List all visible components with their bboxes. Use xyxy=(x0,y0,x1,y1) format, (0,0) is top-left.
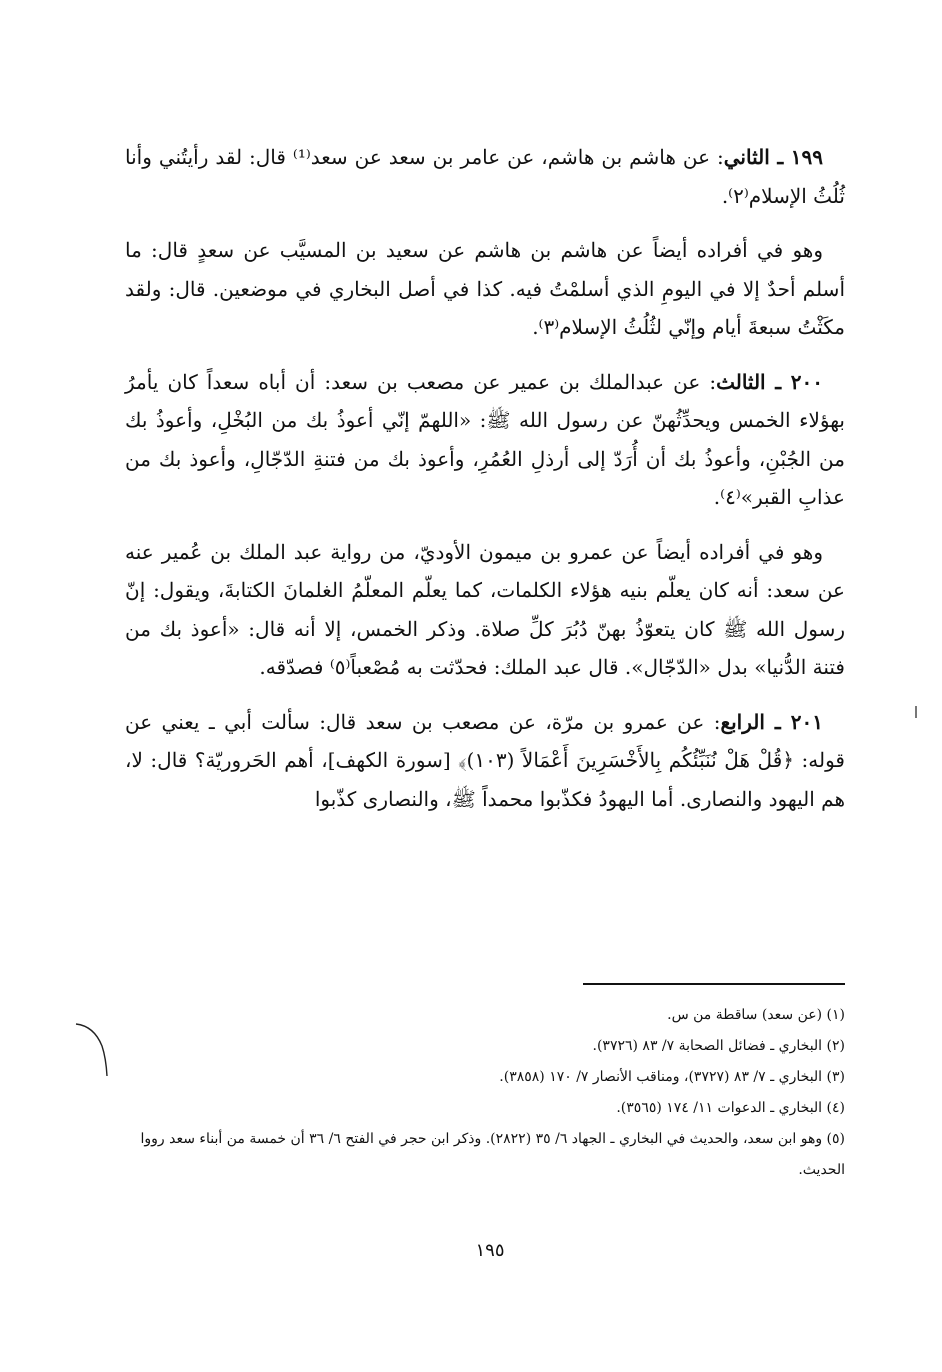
paragraph-text: : عن عمرو بن مرّة، عن مصعب بن سعد قال: سألت أبي ـ يعني عن قوله: ﴿قُلْ هَلْ نُنَبِّئُكُم بِالأَخْسَرِينَ أَعْمَالاً (١٠٣)﴾ [سورة الكهف]، أهم الحَروريّة؟ قال: لا، هم اليهود والنصارى. أما اليهودُ فكذّبوا محمداً ﷺ، والنصارى كذّبوا xyxy=(125,709,845,811)
scan-artifact-tick xyxy=(915,706,917,718)
footnotes xyxy=(113,1000,845,1186)
paragraph-text: وهو في أفراده أيضاً عن عمرو بن ميمون الأوديّ، من رواية عبد الملك بن عُمير عنه عن سعد: أنه كان يعلّم بنيه هؤلاء الكلمات، كما يعلّم المعلّمُ الغلمانَ الكتابةَ، ويقول: إنّ رسول الله ﷺ كان يتعوّذُ بهنّ دُبُرَ كلِّ صلاة. وذكر الخمس، إلا أنه قال: «أعوذ بك من فتنة الدُّنيا» بدل «الدّجّال». قال عبد الملك: فحدّثت به مُصْعباً⁽٥⁾ فصدّقه. xyxy=(125,539,845,679)
paragraph-number: ١٩٩ ـ الثاني xyxy=(723,145,823,169)
footnote-3: (٣) البخاري ـ ٧/ ٨٣ (٣٧٢٧)، ومناقب الأنصار ٧/ ١٧٠ (٣٨٥٨). xyxy=(499,1069,845,1085)
paragraph-200-note xyxy=(125,533,845,687)
footnote-divider xyxy=(583,983,845,985)
paragraph-199 xyxy=(125,138,845,215)
paragraph-text: : عن عبدالملك بن عمير عن مصعب بن سعد: أن أباه سعداً كان يأمرُ بهؤلاء الخمس ويحدِّثُهنّ عن رسول الله ﷺ: «اللهمّ إنّي أعوذُ بك من البُخْلِ، وأعوذُ بك من الجُبْنِ، وأعوذُ بك أن أُرَدّ إلى أرذلِ العُمُرِ، وأعوذ بك من فتنةِ الدّجّالِ، وأعوذ بك من عذابِ القبر»⁽٤⁾. xyxy=(125,369,845,509)
footnote-2: (٢) البخاري ـ فضائل الصحابة ٧/ ٨٣ (٣٧٢٦). xyxy=(592,1038,845,1054)
paragraph-201 xyxy=(125,703,845,819)
paragraph-text: : عن هاشم بن هاشم، عن عامر بن سعد عن سعد⁽¹⁾ قال: لقد رأيتُني وأنا ثُلُثُ الإسلام⁽٢⁾. xyxy=(125,145,845,208)
footnote-1: (١) (عن سعد) ساقطة من س. xyxy=(667,1007,845,1023)
paragraph-199-note xyxy=(125,231,845,347)
main-text xyxy=(125,138,845,834)
page-number: ١٩٥ xyxy=(475,1240,505,1261)
paragraph-number: ٢٠٠ ـ الثالث xyxy=(716,369,824,394)
footnote-4: (٤) البخاري ـ الدعوات ١١/ ١٧٤ (٣٥٦٥). xyxy=(616,1100,845,1116)
paragraph-text: وهو في أفراده أيضاً عن هاشم بن هاشم عن سعيد بن المسيَّب عن سعدٍ قال: ما أسلم أحدٌ إلا في اليومِ الذي أسلمْتُ فيه. كذا في أصل البخاري في موضعين. قال: ولقد مكَثْتُ سبعةَ أيام وإنّي لثُلُثُ الإسلام⁽٣⁾. xyxy=(125,238,845,339)
scan-artifact-curve xyxy=(72,1018,122,1078)
paragraph-number: ٢٠١ ـ الرابع xyxy=(720,709,823,734)
footnote-5: (٥) وهو ابن سعد، والحديث في البخاري ـ الجهاد ٦/ ٣٥ (٢٨٢٢). وذكر ابن حجر في الفتح ٦/ ٣٦ أن خمسة من أبناء سعد رووا الحديث. xyxy=(140,1131,845,1178)
paragraph-200 xyxy=(125,363,845,517)
